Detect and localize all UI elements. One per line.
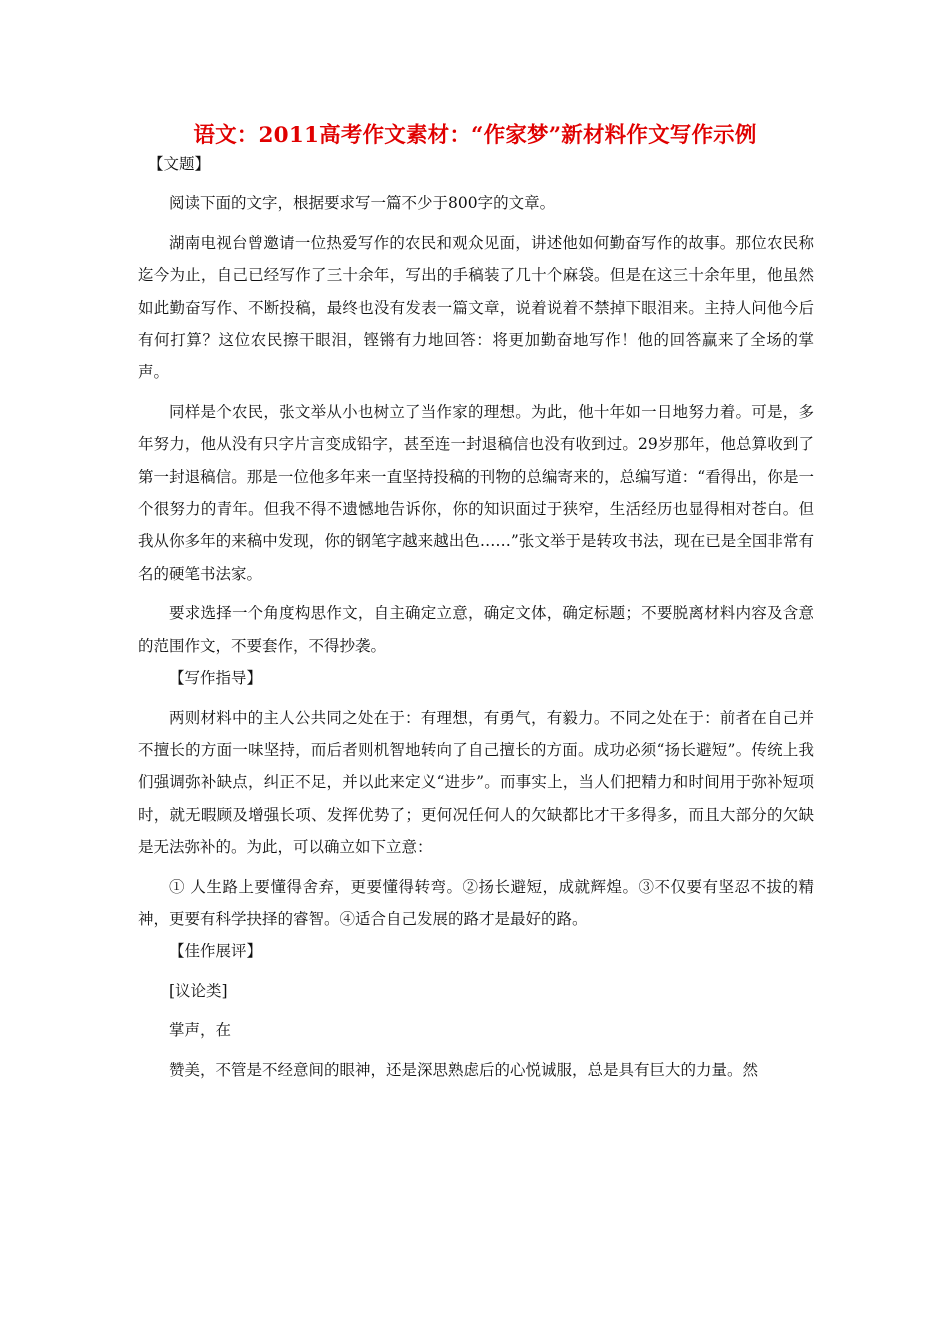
paragraph-essay-start: 赞美，不管是不经意间的眼神，还是深思熟虑后的心悦诚服，总是具有巨大的力量。然 [169, 1060, 759, 1079]
paragraph-essay-title: 掌声，在 [169, 1021, 232, 1040]
paragraph-material-1: 湖南电视台曾邀请一位热爱写作的农民和观众见面，讲述他如何勤奋写作的故事。那位农民称迄今为止，自己已经写作了三十余年，写出的手稿装了几十个麻袋。但是在这三十余年里，他虽然如此勤奋写作、不断投稿，最终也没有发表一篇文章，说着说着不禁掉下眼泪来。主持人问他今后有何打算？这位农民擦干眼泪，铿锵有力地回答：将更加勤奋地写作！他的回答赢来了全场的掌声。 [138, 233, 814, 382]
section-heading-wenti: 【文题】 [148, 155, 211, 173]
paragraph-instruction: 阅读下面的文字，根据要求写一篇不少于800字的文章。 [169, 194, 556, 213]
paragraph-category: [议论类] [169, 981, 228, 1000]
paragraph-themes: ① 人生路上要懂得舍弃，更要懂得转弯。②扬长避短，成就辉煌。③不仅要有坚忍不拔的精神，更要有科学抉择的睿智。④适合自己发展的路才是最好的路。 [138, 877, 814, 928]
paragraph-material-2: 同样是个农民，张文举从小也树立了当作家的理想。为此，他十年如一日地努力着。可是，多年努力，他从没有只字片言变成铅字，甚至连一封退稿信也没有收到过。29岁那年，他总算收到了第一封退稿信。那是一位他多年来一直坚持投稿的刊物的总编寄来的，总编写道：“看得出，你是一个很努力的青年。但我不得不遗憾地告诉你，你的知识面过于狭窄，生活经历也显得相对苍白。但我从你多年的来稿中发现，你的钢笔字越来越出色……”张文举于是转攻书法，现在已是全国非常有名的硬笔书法家。 [138, 402, 814, 583]
section-heading-jiazuo: 【佳作展评】 [169, 942, 263, 961]
paragraph-guidance: 两则材料中的主人公共同之处在于：有理想，有勇气，有毅力。不同之处在于：前者在自己并不擅长的方面一味坚持，而后者则机智地转向了自己擅长的方面。成功必须“扬长避短”。传统上我们强调弥补缺点，纠正不足，并以此来定义“进步”。而事实上，当人们把精力和时间用于弥补短项时，就无暇顾及增强长项、发挥优势了；更何况任何人的欠缺都比才干多得多，而且大部分的欠缺是无法弥补的。为此，可以确立如下立意： [138, 708, 814, 857]
paragraph-requirements: 要求选择一个角度构思作文，自主确定立意，确定文体，确定标题；不要脱离材料内容及含意的范围作文，不要套作，不得抄袭。 [138, 604, 814, 655]
document-body [138, 148, 814, 1086]
section-heading-xiezuo: 【写作指导】 [169, 669, 263, 688]
document-title: 语文：2011高考作文素材：“作家梦”新材料作文写作示例 [193, 123, 757, 148]
